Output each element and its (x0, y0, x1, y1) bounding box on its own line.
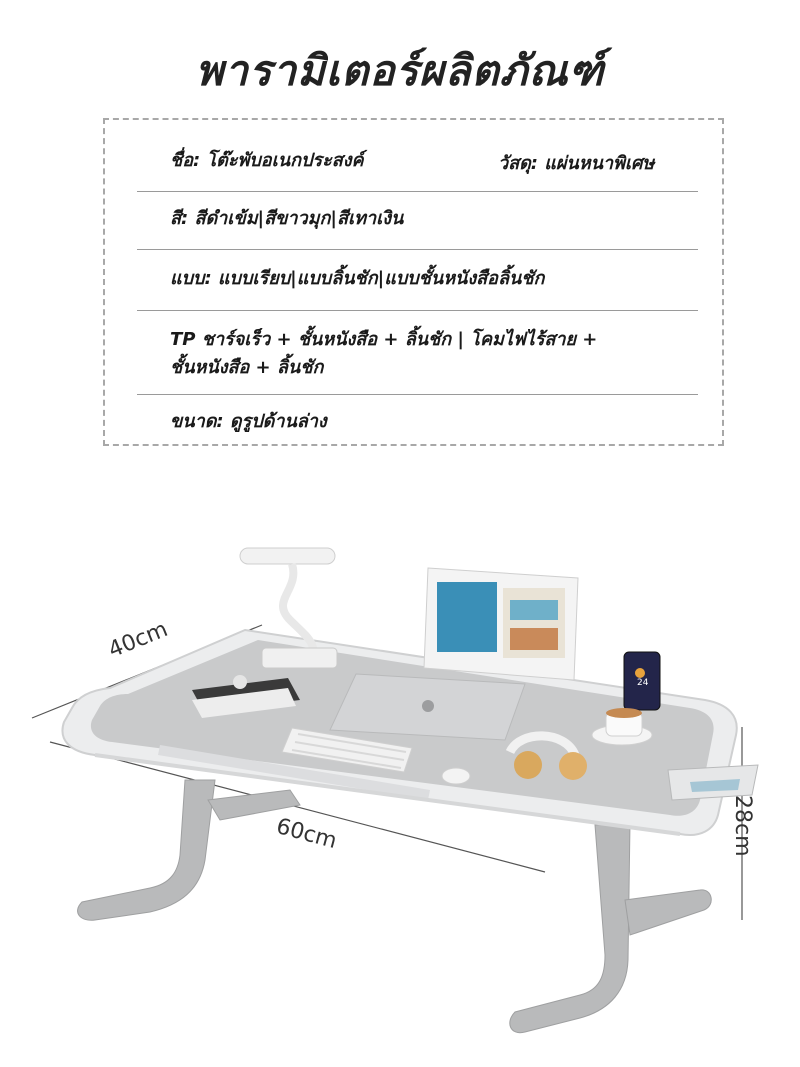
divider (137, 191, 698, 192)
product-image (0, 470, 800, 1067)
spec-tp-line1: TP ชาร์จเร็ว + ชั้นหนังสือ + ลิ้นชัก | โคมไฟไร้สาย + (170, 329, 598, 350)
divider (137, 310, 698, 311)
spec-color: สี: สีดำเข้ม|สีขาวมุก|สีเทาเงิน (170, 208, 404, 229)
divider (137, 249, 698, 250)
phone-screen-text: 24 (637, 678, 649, 688)
spec-size: ขนาด: ดูรูปด้านล่าง (170, 411, 327, 432)
spec-tp-line2: ชั้นหนังสือ + ลิ้นชัก (170, 357, 324, 378)
mouse (442, 768, 470, 784)
spec-material: วัสดุ: แผ่นหนาพิเศษ (498, 153, 655, 174)
depth-label: 40cm (105, 616, 172, 664)
laptop (330, 674, 525, 740)
book-stand (424, 568, 578, 680)
spec-name: ชื่อ: โต๊ะพับอเนกประสงค์ (170, 150, 364, 171)
width-label: 60cm (273, 814, 340, 855)
phone-icon (624, 652, 660, 710)
height-label: 28cm (730, 795, 755, 857)
spec-style: แบบ: แบบเรียบ|แบบลิ้นชัก|แบบชั้นหนังสือลิ้นชัก (170, 268, 545, 289)
divider (137, 394, 698, 395)
page-title: พารามิเตอร์ผลิตภัณฑ์ (195, 46, 605, 95)
